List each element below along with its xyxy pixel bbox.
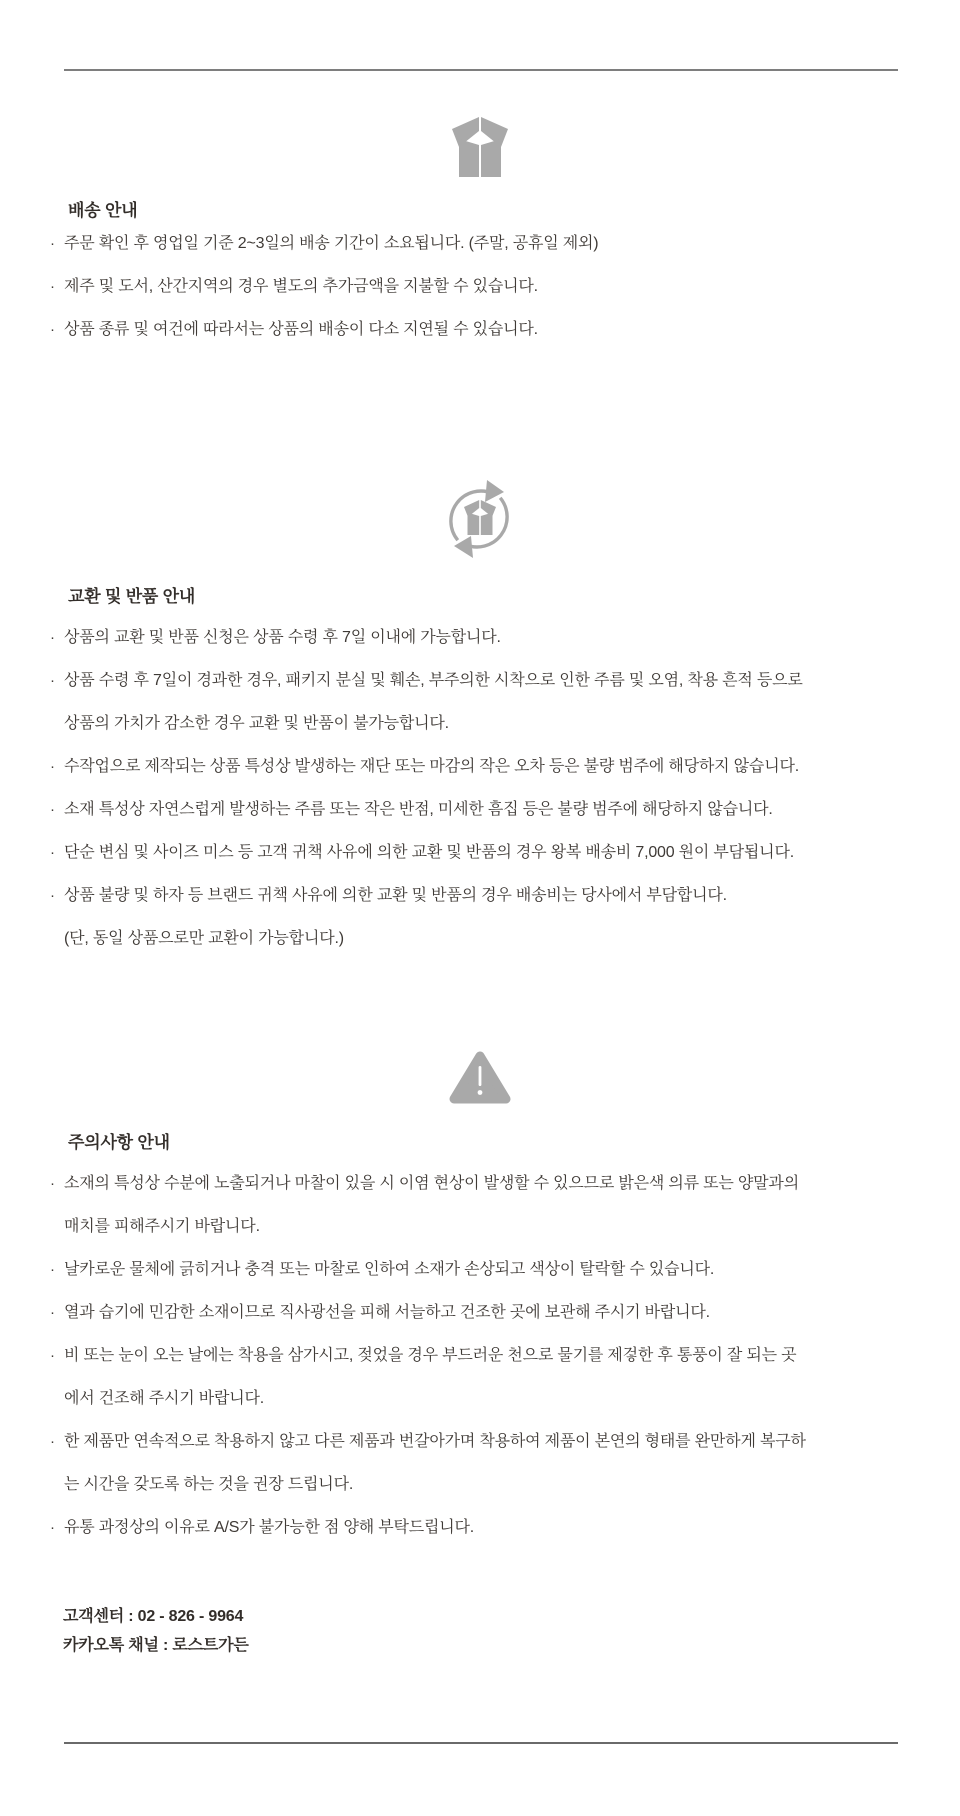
bullet-dot: ·	[50, 235, 55, 252]
customer-center-line: 고객센터 : 02 - 826 - 9964	[63, 1608, 244, 1625]
exchange-items	[0, 616, 960, 960]
info-line: 주문 확인 후 영업일 기준 2~3일의 배송 기간이 소요됩니다. (주말, 공휴일 제외)	[64, 235, 599, 252]
shipping-icon-row	[0, 116, 960, 178]
bullet-dot: ·	[50, 758, 55, 775]
warning-triangle-icon	[449, 1050, 511, 1104]
section-title-shipping: 배송 안내	[68, 201, 138, 220]
bullet-dot: ·	[50, 321, 55, 338]
info-item	[50, 1506, 930, 1549]
info-line: 상품 수령 후 7일이 경과한 경우, 패키지 분실 및 훼손, 부주의한 시착으로 인한 주름 및 오염, 착용 흔적 등으로	[64, 672, 803, 689]
kakao-channel-line: 카카오톡 채널 : 로스트가든	[63, 1637, 249, 1654]
info-item	[50, 265, 930, 308]
info-line: 에서 건조해 주시기 바랍니다.	[64, 1390, 265, 1407]
info-line: 제주 및 도서, 산간지역의 경우 별도의 추가금액을 지불할 수 있습니다.	[64, 278, 538, 295]
info-line: 수작업으로 제작되는 상품 특성상 발생하는 재단 또는 마감의 작은 오차 등은 불량 범주에 해당하지 않습니다.	[64, 758, 799, 775]
top-divider	[64, 69, 898, 71]
info-item	[50, 874, 930, 960]
bullet-dot: ·	[50, 278, 55, 295]
bullet-dot: ·	[50, 1433, 55, 1450]
info-line: 상품의 교환 및 반품 신청은 상품 수령 후 7일 이내에 가능합니다.	[64, 629, 501, 646]
bullet-dot: ·	[50, 1175, 55, 1192]
info-line: 는 시간을 갖도록 하는 것을 권장 드립니다.	[64, 1476, 354, 1493]
info-line: 매치를 피해주시기 바랍니다.	[64, 1218, 260, 1235]
bullet-dot: ·	[50, 1519, 55, 1536]
info-item	[50, 831, 930, 874]
info-line: 단순 변심 및 사이즈 미스 등 고객 귀책 사유에 의한 교환 및 반품의 경우 왕복 배송비 7,000 원이 부담됩니다.	[64, 844, 794, 861]
info-line: 날카로운 물체에 긁히거나 충격 또는 마찰로 인하여 소재가 손상되고 색상이 탈락할 수 있습니다.	[64, 1261, 715, 1278]
info-line: 상품 종류 및 여건에 따라서는 상품의 배송이 다소 지연될 수 있습니다.	[64, 321, 538, 338]
info-item	[50, 616, 930, 659]
info-line: 유통 과정상의 이유로 A/S가 불가능한 점 양해 부탁드립니다.	[64, 1519, 475, 1536]
bullet-dot: ·	[50, 887, 55, 904]
exchange-arrows-box-icon	[440, 460, 520, 578]
info-item	[50, 788, 930, 831]
contact-footer	[0, 1602, 960, 1660]
info-line: 열과 습기에 민감한 소재이므로 직사광선을 피해 서늘하고 건조한 곳에 보관해 주시기 바랍니다.	[64, 1304, 710, 1321]
info-line: 비 또는 눈이 오는 날에는 착용을 삼가시고, 젖었을 경우 부드러운 천으로 물기를 제겋한 후 통풍이 잘 되는 곳	[64, 1347, 797, 1364]
bullet-dot: ·	[50, 1347, 55, 1364]
info-line: (단, 동일 상품으로만 교환이 가능합니다.)	[64, 930, 344, 947]
section-title-caution: 주의사항 안내	[68, 1133, 170, 1152]
bullet-dot: ·	[50, 629, 55, 646]
info-item	[50, 1248, 930, 1291]
shipping-info-section	[0, 116, 960, 351]
section-title-exchange: 교환 및 반품 안내	[68, 587, 196, 606]
info-item	[50, 1420, 930, 1506]
bullet-dot: ·	[50, 844, 55, 861]
info-item	[50, 308, 930, 351]
bullet-dot: ·	[50, 1261, 55, 1278]
bullet-dot: ·	[50, 801, 55, 818]
caution-items	[0, 1162, 960, 1549]
caution-info-section	[0, 1050, 960, 1549]
info-line: 소재 특성상 자연스럽게 발생하는 주름 또는 작은 반점, 미세한 흠집 등은 불량 범주에 해당하지 않습니다.	[64, 801, 773, 818]
bullet-dot: ·	[50, 1304, 55, 1321]
info-line: 한 제품만 연속적으로 착용하지 않고 다른 제품과 번갈아가며 착용하여 제품이 본연의 형태를 완만하게 복구하	[64, 1433, 806, 1450]
info-item	[50, 1291, 930, 1334]
info-item	[50, 222, 930, 265]
bullet-dot: ·	[50, 672, 55, 689]
caution-icon-row	[0, 1050, 960, 1104]
shipping-items	[0, 222, 960, 351]
info-line: 상품의 가치가 감소한 경우 교환 및 반품이 불가능합니다.	[64, 715, 449, 732]
info-item	[50, 745, 930, 788]
exchange-icon-row	[0, 460, 960, 578]
info-line: 소재의 특성상 수분에 노출되거나 마찰이 있을 시 이염 현상이 발생할 수 있으므로 밝은색 의류 또는 양말과의	[64, 1175, 799, 1192]
info-item	[50, 659, 930, 745]
bottom-divider	[64, 1742, 898, 1744]
info-item	[50, 1334, 930, 1420]
exchange-return-info-section	[0, 460, 960, 960]
open-box-icon	[442, 116, 518, 178]
info-item	[50, 1162, 930, 1248]
info-line: 상품 불량 및 하자 등 브랜드 귀책 사유에 의한 교환 및 반품의 경우 배송비는 당사에서 부담합니다.	[64, 887, 727, 904]
